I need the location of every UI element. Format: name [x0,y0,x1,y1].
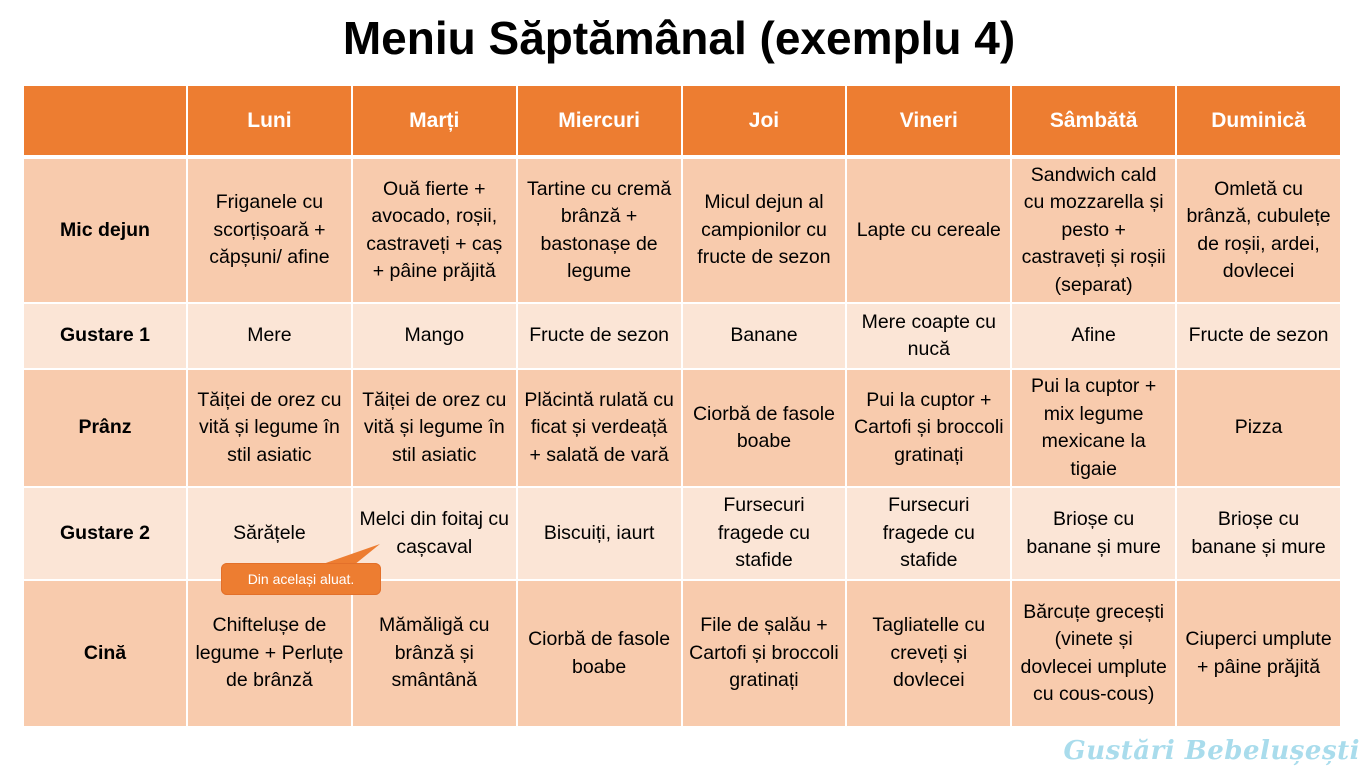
table-cell: Biscuiți, iaurt [517,487,682,580]
table-cell: Fructe de sezon [1176,303,1341,369]
table-cell: Friganele cu scorțișoară + căpșuni/ afine [187,157,352,303]
table-cell: Fructe de sezon [517,303,682,369]
row-label-mic-dejun: Mic dejun [23,157,187,303]
row-label-gustare-2: Gustare 2 [23,487,187,580]
table-cell: Sărățele [187,487,352,580]
table-cell: Ouă fierte + avocado, roșii, castraveți + caș + pâine prăjită [352,157,517,303]
row-label-pranz: Prânz [23,369,187,487]
table-cell: Lapte cu cereale [846,157,1011,303]
callout-note: Din același aluat. [221,563,381,595]
table-cell: Mango [352,303,517,369]
table-row-cina [23,580,1341,727]
header-corner-cell [23,85,187,157]
table-cell: Bărcuțe grecești (vinete și dovlecei umplute cu cous-cous) [1011,580,1176,727]
table-cell: Mămăligă cu brânză și smântână [352,580,517,727]
table-cell: Omletă cu brânză, cubulețe de roșii, ardei, dovlecei [1176,157,1341,303]
header-day-miercuri: Miercuri [517,85,682,157]
table-row-mic-dejun [23,157,1341,303]
table-cell: Plăcintă rulată cu ficat și verdeață + salată de vară [517,369,682,487]
header-day-marti: Marți [352,85,517,157]
table-cell: Tartine cu cremă brânză + bastonașe de legume [517,157,682,303]
table-cell: File de șalău + Cartofi și broccoli gratinați [682,580,847,727]
table-cell: Pui la cuptor + Cartofi și broccoli gratinați [846,369,1011,487]
table-cell: Fursecuri fragede cu stafide [846,487,1011,580]
table-cell: Sandwich cald cu mozzarella și pesto + castraveți și roșii (separat) [1011,157,1176,303]
row-label-gustare-1: Gustare 1 [23,303,187,369]
header-day-duminica: Duminică [1176,85,1341,157]
callout-pointer [320,541,390,565]
table-cell: Ciorbă de fasole boabe [517,580,682,727]
table-cell: Brioșe cu banane și mure [1011,487,1176,580]
header-day-sambata: Sâmbătă [1011,85,1176,157]
table-cell: Melci din foitaj cu cașcaval [352,487,517,580]
row-label-cina: Cină [23,580,187,727]
table-cell: Afine [1011,303,1176,369]
table-cell: Ciorbă de fasole boabe [682,369,847,487]
table-row-gustare-1 [23,303,1341,369]
table-cell: Tăiței de orez cu vită și legume în stil asiatic [187,369,352,487]
header-day-vineri: Vineri [846,85,1011,157]
table-cell: Tăiței de orez cu vită și legume în stil asiatic [352,369,517,487]
header-day-joi: Joi [682,85,847,157]
table-cell: Fursecuri fragede cu stafide [682,487,847,580]
table-header-row [23,85,1341,157]
table-cell: Chiftelușe de legume + Perluțe de brânză [187,580,352,727]
table-cell: Pui la cuptor + mix legume mexicane la tigaie [1011,369,1176,487]
table-cell: Mere [187,303,352,369]
table-cell: Mere coapte cu nucă [846,303,1011,369]
page-title: Meniu Săptămânal (exemplu 4) [342,12,1016,64]
table-cell: Banane [682,303,847,369]
watermark-logo: Gustări Bebelușești [1063,736,1360,766]
weekly-menu-table [22,84,1342,728]
table-cell: Brioșe cu banane și mure [1176,487,1341,580]
table-cell: Ciuperci umplute + pâine prăjită [1176,580,1341,727]
table-cell: Tagliatelle cu creveți și dovlecei [846,580,1011,727]
table-cell: Pizza [1176,369,1341,487]
header-day-luni: Luni [187,85,352,157]
table-row-pranz [23,369,1341,487]
table-cell: Micul dejun al campionilor cu fructe de sezon [682,157,847,303]
